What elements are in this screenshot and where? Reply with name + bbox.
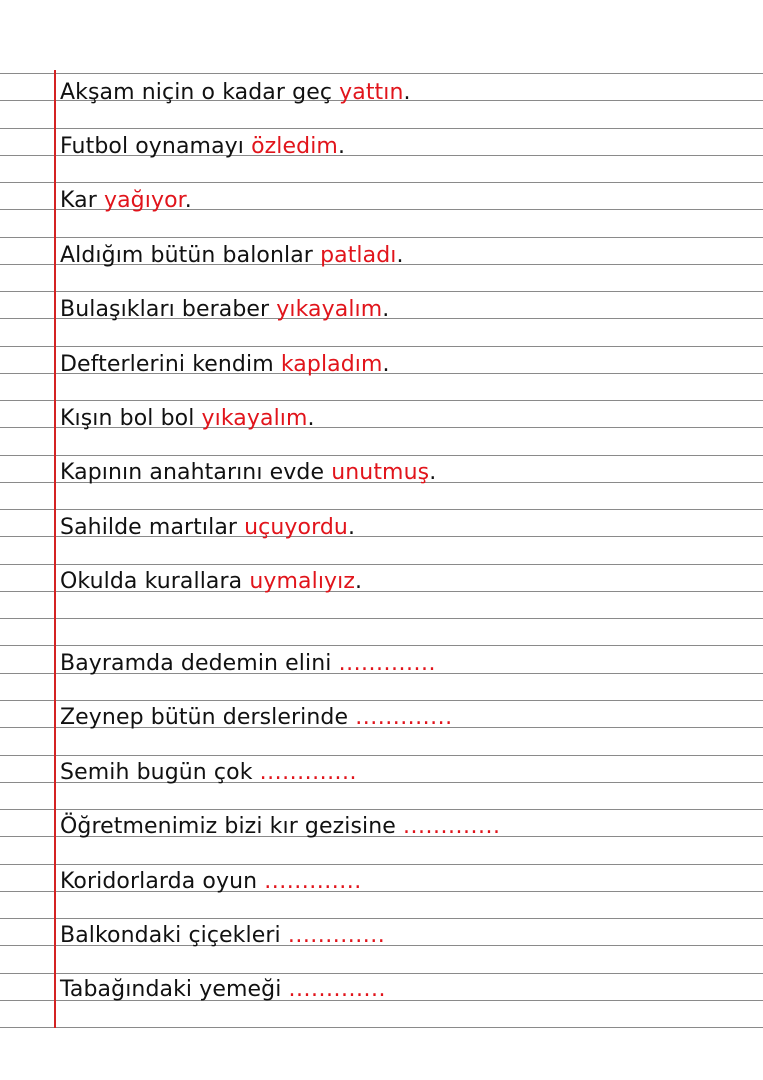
rule-line	[0, 618, 763, 619]
answer-word: unutmuş	[331, 460, 430, 485]
rule-line	[0, 973, 763, 974]
answer-blank[interactable]: .............	[259, 760, 358, 785]
rule-line	[0, 645, 763, 646]
sentence-text: Sahilde martılar	[60, 515, 245, 540]
sentence-text: Okulda kurallara	[60, 569, 250, 594]
answer-blank[interactable]: .............	[355, 705, 453, 730]
fill-in-sentence	[60, 921, 385, 951]
sentence-period: .	[429, 460, 437, 485]
answer-blank[interactable]: .............	[338, 651, 436, 676]
rule-line	[0, 564, 763, 565]
answer-word: yıkayalım	[276, 297, 383, 322]
sentence-text: Kar	[60, 188, 104, 213]
answer-word: yağıyor	[103, 188, 185, 213]
rule-line	[0, 400, 763, 401]
rule-line	[0, 291, 763, 292]
rule-line	[0, 128, 763, 129]
completed-sentence	[60, 567, 362, 597]
sentence-text: Semih bugün çok	[60, 760, 260, 785]
sentence-text: Futbol oynamayı	[60, 134, 252, 159]
sentence-text: Kışın bol bol	[60, 406, 202, 431]
rule-line	[0, 509, 763, 510]
fill-in-sentence	[60, 649, 436, 679]
rule-line	[0, 809, 763, 810]
answer-blank[interactable]: .............	[403, 814, 501, 839]
sentence-text: Defterlerini kendim	[60, 352, 281, 377]
sentence-period: .	[347, 515, 356, 540]
margin-line	[54, 70, 56, 1028]
completed-sentence	[60, 132, 345, 162]
rule-line	[0, 700, 763, 701]
sentence-period: .	[355, 569, 363, 594]
sentence-text: Balkondaki çiçekleri	[60, 923, 288, 948]
answer-word: yıkayalım	[201, 406, 308, 431]
answer-word: uymalıyız	[249, 569, 356, 594]
sentence-text: Bulaşıkları beraber	[60, 297, 277, 322]
rule-line	[0, 182, 763, 183]
fill-in-sentence	[60, 975, 386, 1005]
completed-sentence	[60, 295, 389, 325]
sentence-period: .	[382, 297, 390, 322]
sentence-period: .	[337, 134, 346, 159]
answer-blank[interactable]: .............	[264, 869, 362, 894]
completed-sentence	[60, 458, 436, 488]
answer-word: yattın	[339, 80, 404, 105]
rule-line	[0, 918, 763, 919]
answer-word: kapladım	[280, 352, 383, 377]
completed-sentence	[60, 186, 192, 216]
sentence-text: Tabağındaki yemeği	[60, 977, 289, 1002]
sentence-text: Öğretmenimiz bizi kır gezisine	[60, 814, 404, 839]
fill-in-sentence	[60, 867, 362, 897]
sentence-text: Koridorlarda oyun	[60, 869, 265, 894]
sentence-text: Zeynep bütün derslerinde	[60, 705, 356, 730]
fill-in-sentence	[60, 703, 453, 733]
completed-sentence	[60, 513, 355, 543]
sentence-text: Aldığım bütün balonlar	[60, 243, 321, 268]
rule-line	[0, 237, 763, 238]
answer-word: uçuyordu	[244, 515, 348, 540]
completed-sentence	[60, 404, 315, 434]
answer-word: patladı	[320, 243, 397, 268]
completed-sentence	[60, 350, 390, 380]
sentence-text: Bayramda dedemin elini	[60, 651, 339, 676]
rule-line	[0, 73, 763, 74]
completed-sentence	[60, 78, 411, 108]
rule-line	[0, 755, 763, 756]
rule-line	[0, 455, 763, 456]
rule-line	[0, 1027, 763, 1028]
fill-in-sentence	[60, 812, 500, 842]
sentence-period: .	[403, 80, 411, 105]
answer-word: özledim	[251, 134, 338, 159]
rule-line	[0, 864, 763, 865]
fill-in-sentence	[60, 758, 357, 788]
sentence-period: .	[382, 352, 390, 377]
answer-blank[interactable]: .............	[288, 977, 386, 1002]
rule-line	[0, 346, 763, 347]
sentence-text: Akşam niçin o kadar geç	[60, 80, 340, 105]
sentence-period: .	[307, 406, 315, 431]
answer-blank[interactable]: .............	[287, 923, 386, 948]
sentence-text: Kapının anahtarını evde	[60, 460, 332, 485]
completed-sentence	[60, 241, 404, 271]
sentence-period: .	[184, 188, 192, 213]
sentence-period: .	[396, 243, 404, 268]
